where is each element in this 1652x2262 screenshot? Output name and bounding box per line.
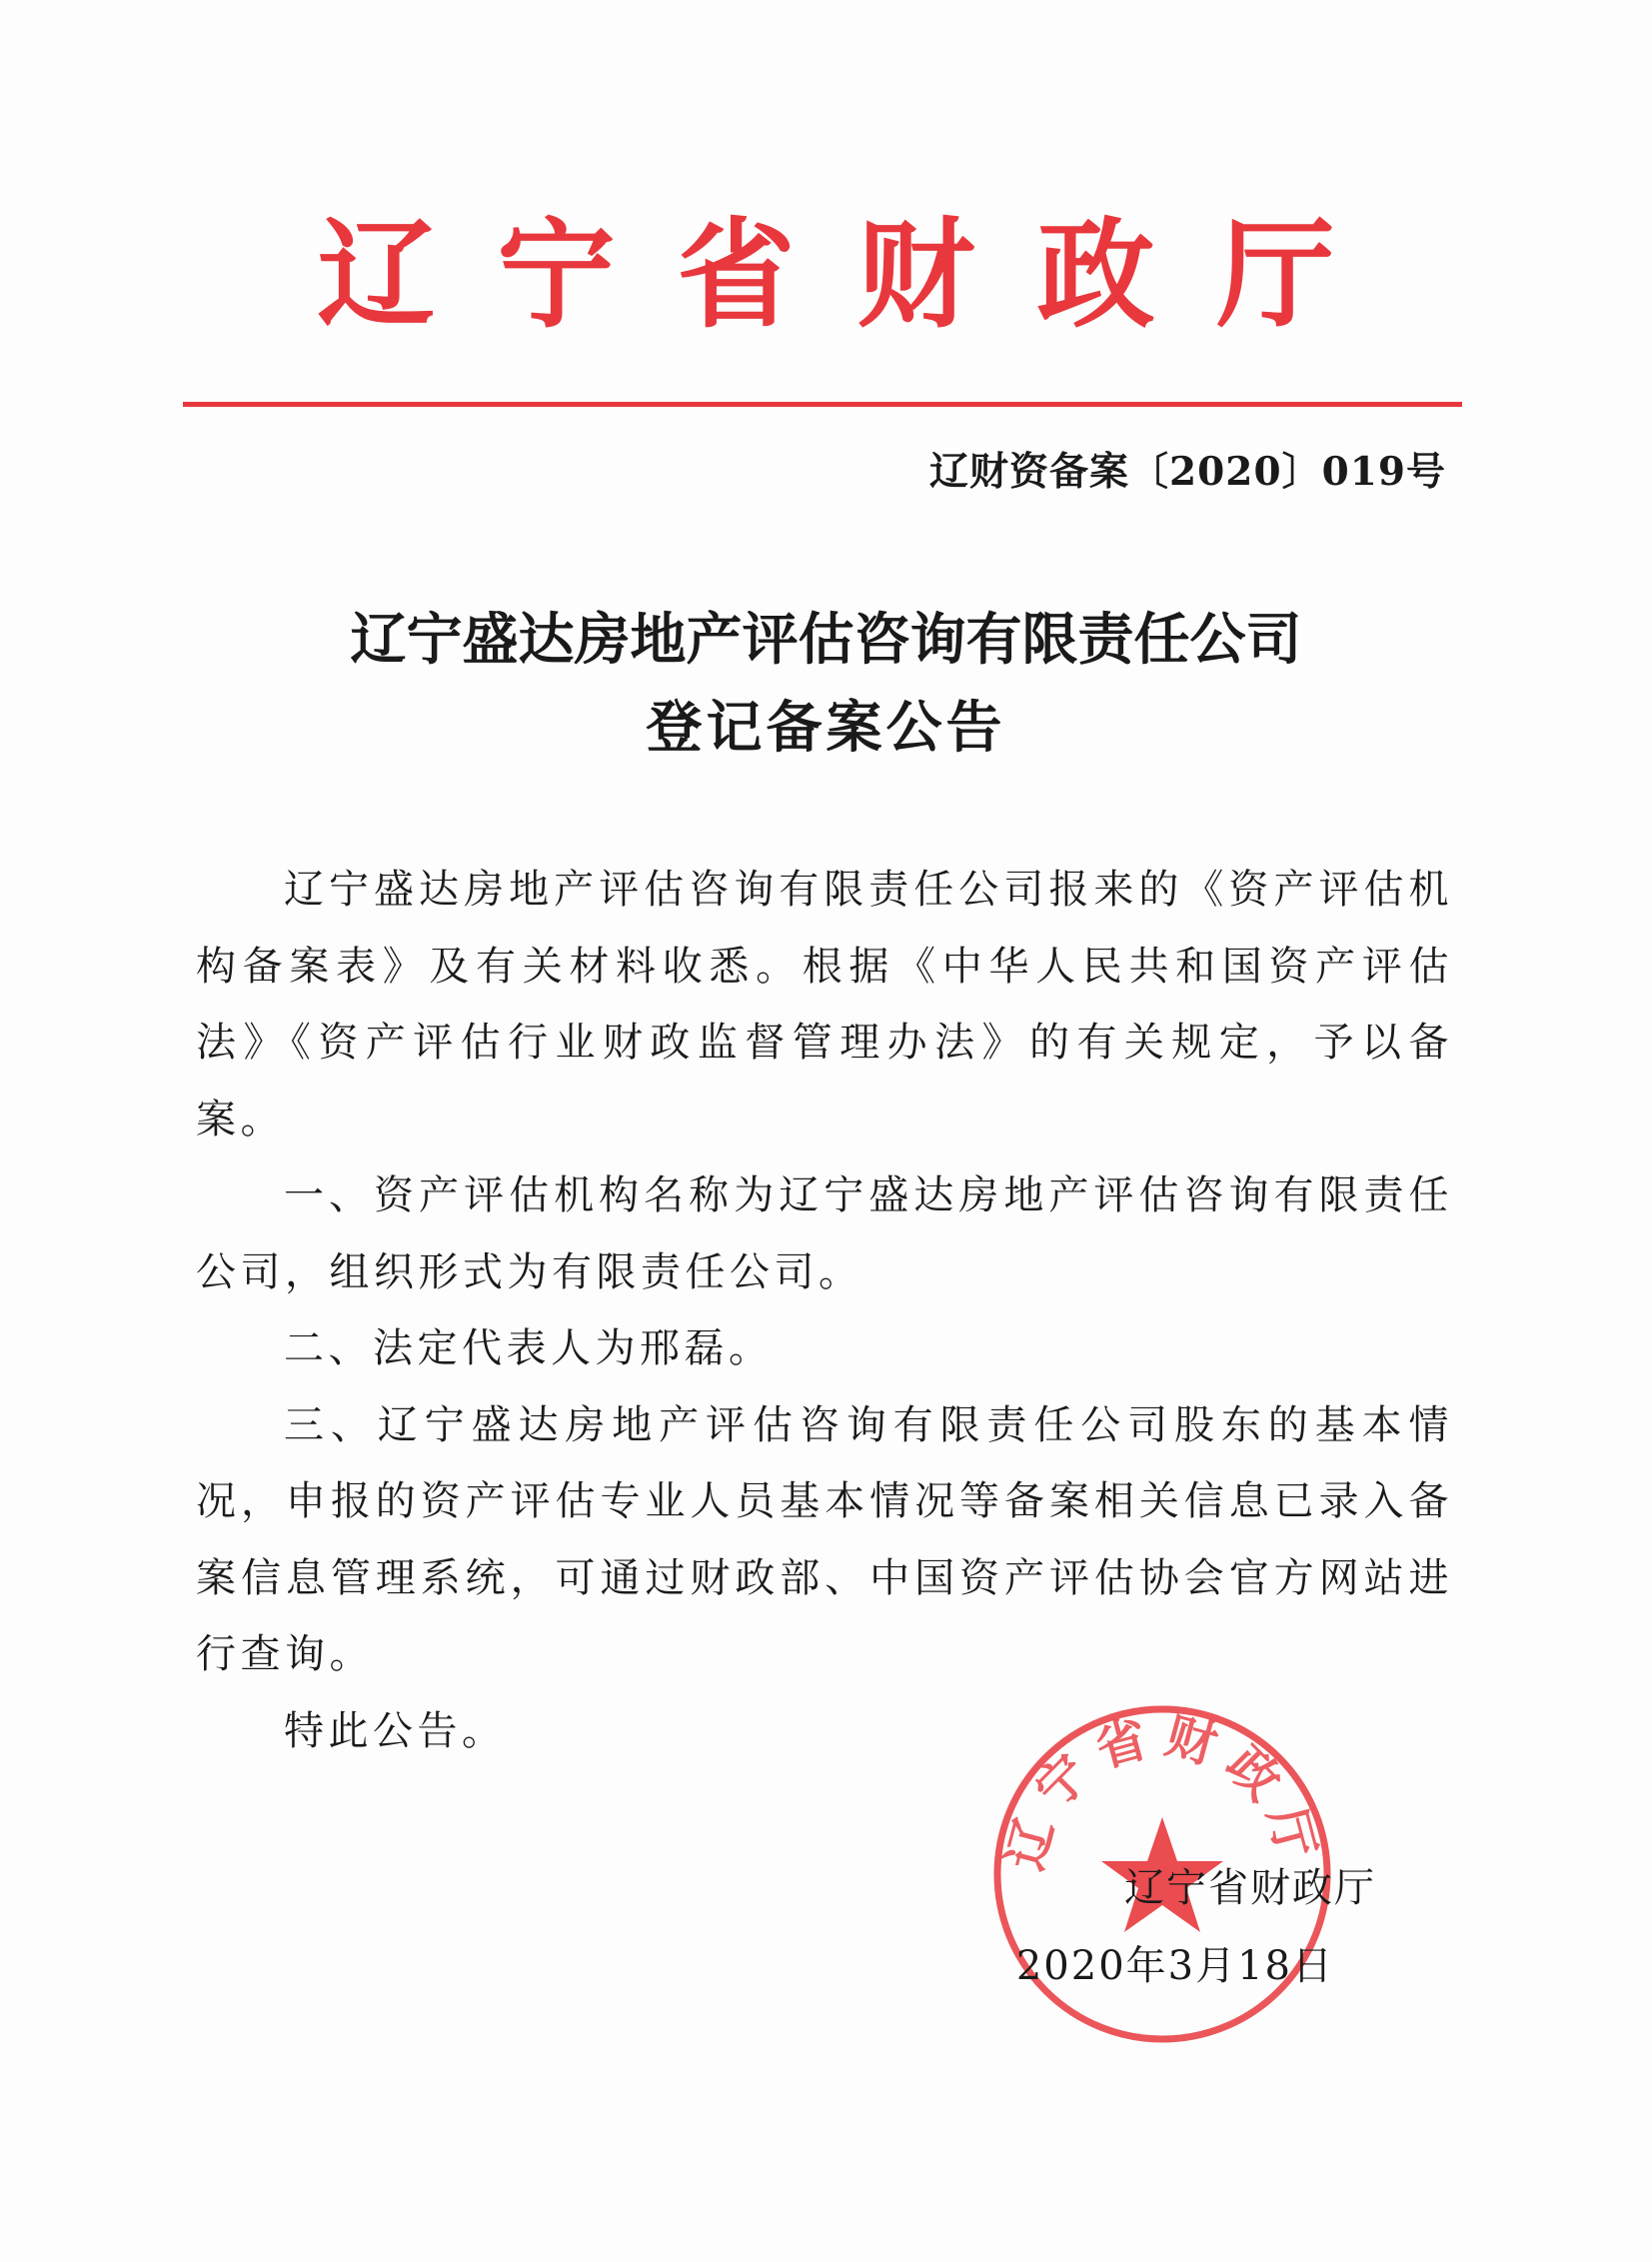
paragraph-item-1: 一、资产评估机构名称为辽宁盛达房地产评估咨询有限责任公司，组织形式为有限责任公司。 [196,1172,1453,1295]
signature-date: 2020年3月18日 [1015,1943,1334,1989]
document-number: 辽财资备案〔2020〕019号 [929,449,1446,495]
title-line-1: 辽宁盛达房地产评估咨询有限责任公司 [350,608,1302,673]
seal-text: 辽宁省财政厅 [995,1706,1329,1876]
title-line-2: 登记备案公告 [646,696,1006,761]
header-divider [183,402,1462,407]
issuer-header: 辽宁省财政厅 [317,206,1397,344]
paragraph-intro: 辽宁盛达房地产评估咨询有限责任公司报来的《资产评估机构备案表》及有关材料收悉。根据《中华人民共和国资产评估法》《资产评估行业财政监督管理办法》的有关规定，予以备案。 [196,867,1453,1142]
paragraph-item-2: 二、法定代表人为邢磊。 [284,1325,774,1371]
paragraph-item-3: 三、辽宁盛达房地产评估咨询有限责任公司股东的基本情况，申报的资产评估专业人员基本情况等备案相关信息已录入备案信息管理系统，可通过财政部、中国资产评估协会官方网站进行查询。 [196,1401,1453,1677]
paragraph-closing: 特此公告。 [284,1707,507,1754]
signature-organization: 辽宁省财政厅 [1124,1865,1376,1911]
body-text [196,852,1453,1769]
signature-block [1015,1849,1376,2005]
